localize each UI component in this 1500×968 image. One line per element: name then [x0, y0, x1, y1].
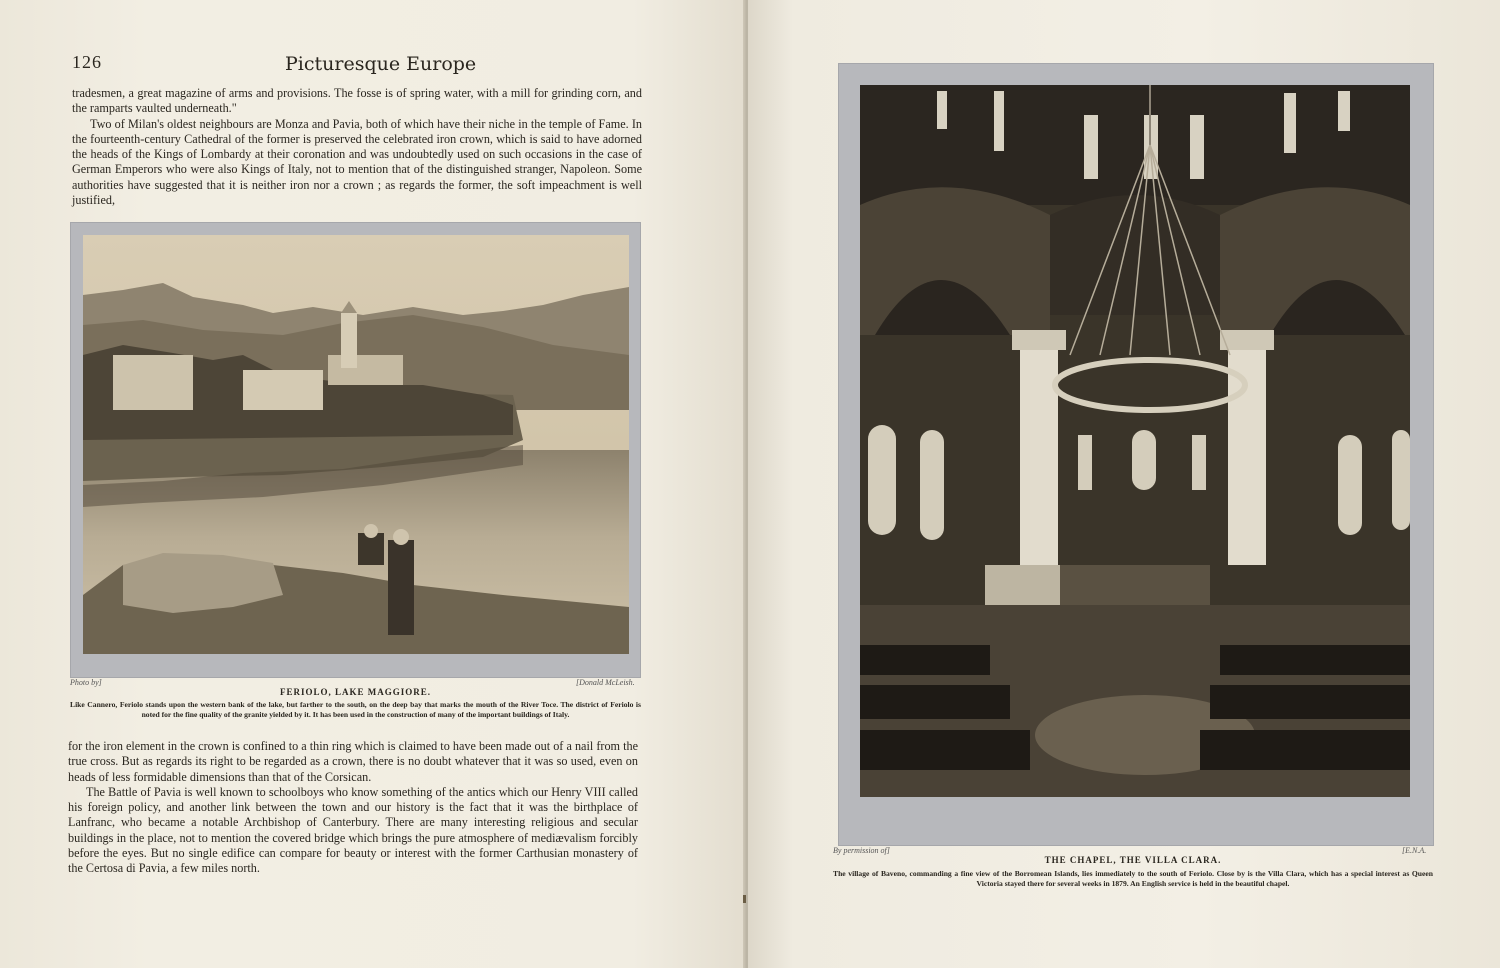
photo-credit-right: [Donald McLeish.	[576, 678, 635, 687]
paragraph: for the iron element in the crown is confined to a thin ring which is claimed to have been made out of a nail from the true cross. But as regards its right to be regarded as a crown, there is no doubt whatever that it was so used, even on heads of less formidable dimensions than that of the Corsican.	[68, 739, 638, 784]
chapel-photo-plate	[838, 63, 1434, 846]
photo-credit-left: Photo by]	[70, 678, 102, 687]
figure-title: THE CHAPEL, THE VILLA CLARA.	[1044, 855, 1222, 865]
photo-credit-left: By permission of]	[833, 846, 890, 855]
bottom-text-block	[68, 739, 638, 877]
page-number: 126	[72, 52, 102, 72]
spine-mark	[743, 895, 746, 903]
running-head: Picturesque Europe	[285, 53, 477, 75]
figure-caption: The village of Baveno, commanding a fine view of the Borromean Islands, lies immediately to the south of Feriolo. Close by is the Villa Clara, which has a special interest as Queen Victoria stayed there for several weeks in 1879. An English service is held in the beautiful chapel.	[833, 869, 1433, 888]
feriolo-photo-plate	[70, 222, 641, 678]
chapel-photo	[860, 85, 1410, 797]
top-text-block	[72, 86, 642, 208]
feriolo-photo	[83, 235, 629, 654]
paragraph: tradesmen, a great magazine of arms and provisions. The fosse is of spring water, with a mill for grinding corn, and the ramparts vaulted underneath."	[72, 86, 642, 116]
paragraph: Two of Milan's oldest neighbours are Monza and Pavia, both of which have their niche in the temple of Fame. In the fourteenth-century Cathedral of the former is preserved the celebrated iron crown, which is said to have adorned the heads of the Kings of Lombardy at their coronation and was undoubtedly used on such occasions in the case of German Emperors who were also Kings of Italy, not to mention that of the distinguished stranger, Napoleon. Some authorities have suggested that it is neither iron nor a crown ; as regards the former, the soft impeachment is well justified,	[72, 116, 642, 208]
paragraph: The Battle of Pavia is well known to schoolboys who know something of the antics which our Henry VIII called his foreign policy, and another link between the town and our history is the fact that it was the birthplace of Lanfranc, who became a notable Archbishop of Canterbury. There are many interesting religious and secular buildings in the place, not to mention the covered bridge which brings the pure atmosphere of mediævalism forcibly before the eyes. But no single edifice can compare for beauty or interest with the former Carthusian monastery of the Certosa di Pavia, a few miles north.	[68, 784, 638, 876]
right-page	[748, 0, 1500, 968]
left-page	[0, 0, 745, 968]
photo-credit-right: [E.N.A.	[1402, 846, 1427, 855]
figure-title: FERIOLO, LAKE MAGGIORE.	[279, 687, 431, 697]
figure-caption: Like Cannero, Feriolo stands upon the western bank of the lake, but farther to the south, on the deep bay that marks the mouth of the River Toce. The district of Feriolo is noted for the fine quality of the granite yielded by it. It has been used in the construction of many of the important buildings of Italy.	[70, 700, 641, 719]
